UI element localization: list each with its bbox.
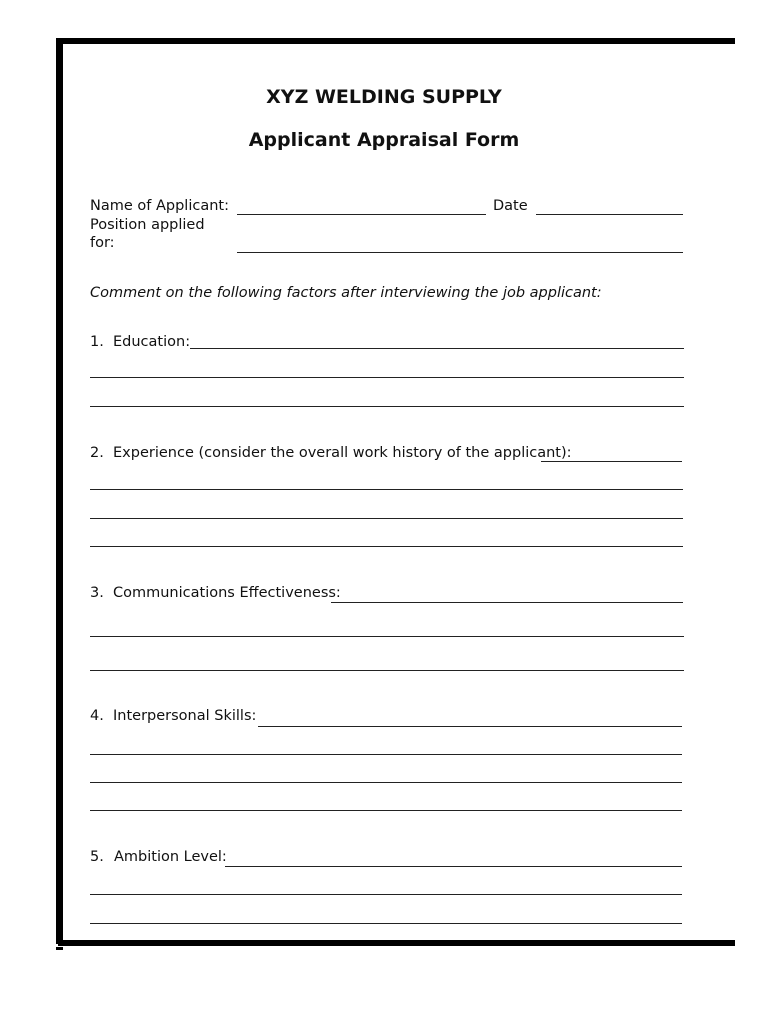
section-4-line-2[interactable] [90,754,682,755]
section-1-number: 1. [90,334,104,350]
section-5-line-3[interactable] [90,923,682,924]
section-2-label: Experience (consider the overall work history of the applicant): [113,445,572,461]
section-4-line-1[interactable] [258,726,682,727]
company-name: XYZ WELDING SUPPLY [266,86,502,108]
date-field[interactable] [536,214,683,215]
position-applied-label: Position applied [90,217,205,233]
section-4-line-4[interactable] [90,810,682,811]
page-border-bottom [58,940,735,946]
section-2-number: 2. [90,445,104,461]
section-3-line-3[interactable] [90,670,684,671]
section-1-label: Education: [113,334,191,350]
section-5-label: Ambition Level: [114,849,227,865]
page-border-left [56,38,63,944]
date-label: Date [493,198,528,214]
section-3-label: Communications Effectiveness: [113,585,341,601]
name-of-applicant-field[interactable] [237,214,486,215]
instructions-text: Comment on the following factors after interviewing the job applicant: [90,285,602,301]
section-5-line-2[interactable] [90,894,682,895]
section-4-number: 4. [90,708,104,724]
section-2-line-4[interactable] [90,546,683,547]
section-2-line-1[interactable] [541,461,682,462]
section-3-number: 3. [90,585,104,601]
name-of-applicant-label: Name of Applicant: [90,198,229,214]
section-4-line-3[interactable] [90,782,682,783]
section-3-line-1[interactable] [331,602,683,603]
position-applied-field[interactable] [237,252,683,253]
section-1-line-1[interactable] [190,348,684,349]
section-2-line-3[interactable] [90,518,683,519]
section-1-line-2[interactable] [90,377,684,378]
section-4-label: Interpersonal Skills: [113,708,257,724]
section-2-line-2[interactable] [90,489,683,490]
form-title: Applicant Appraisal Form [248,129,520,151]
position-applied-label-cont: for: [90,235,115,251]
section-5-line-1[interactable] [225,866,682,867]
section-3-line-2[interactable] [90,636,684,637]
section-5-number: 5. [90,849,104,865]
section-1-line-3[interactable] [90,406,684,407]
page-border-top [58,38,735,44]
page-border-tick [56,947,63,950]
